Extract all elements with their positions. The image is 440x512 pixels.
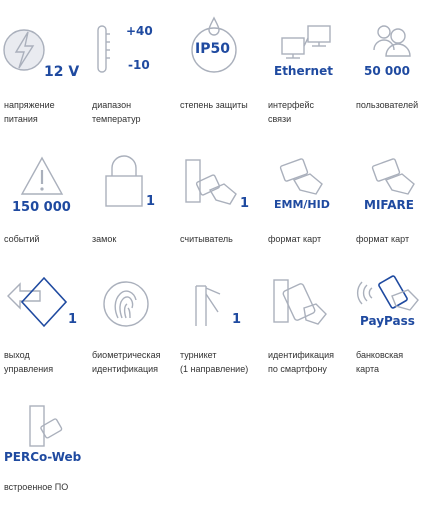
lock-caption: замок [92, 234, 117, 244]
web-caption: встроенное ПО [4, 482, 69, 492]
mifare-value: MIFARE [364, 198, 414, 212]
card-reader-icon [176, 154, 264, 226]
temp-max-value: +40 [126, 24, 153, 38]
power-value: 12 V [44, 64, 80, 80]
users-icon [352, 20, 440, 92]
padlock-icon [88, 154, 176, 226]
bank-caption: банковская карта [356, 350, 404, 374]
reader-caption: считыватель [180, 234, 233, 244]
temp-min-value: -10 [128, 58, 150, 72]
power-caption: напряжение питания [4, 100, 55, 124]
mifare-caption: формат карт [356, 234, 410, 244]
water-drop-icon [176, 20, 264, 92]
ip-caption: степень защиты [180, 100, 248, 110]
emm-value: EMM/HID [274, 198, 330, 211]
interface-caption: интерфейс связи [268, 100, 314, 124]
computers-icon [264, 20, 352, 92]
exit-value: 1 [68, 312, 78, 327]
exit-arrow-icon [0, 274, 88, 346]
turnstile-value: 1 [232, 312, 242, 327]
reader-value: 1 [240, 196, 250, 211]
contactless-card-icon [352, 274, 440, 346]
phone-caption: идентификация по смартфону [268, 350, 335, 374]
turnstile-icon [176, 274, 264, 346]
thermometer-icon [88, 20, 176, 92]
temperature-caption: диапазон температур [92, 100, 141, 124]
turnstile-caption: турникет (1 направление) [180, 350, 249, 374]
users-caption: пользователей [356, 100, 419, 110]
smartphone-icon [264, 274, 352, 346]
bio-caption: биометрическая идентификация [92, 350, 161, 374]
warning-icon [0, 154, 88, 226]
fingerprint-icon [88, 274, 176, 346]
events-caption: событий [4, 234, 40, 244]
card-reader-icon [0, 402, 88, 474]
interface-value: Ethernet [274, 64, 333, 78]
card-hand-icon [352, 154, 440, 226]
lock-value: 1 [146, 194, 156, 209]
web-value: PERCo-Web [4, 450, 82, 464]
events-value: 150 000 [12, 200, 71, 215]
lightning-icon [0, 20, 88, 92]
exit-caption: выход управления [4, 350, 54, 374]
card-hand-icon [264, 154, 352, 226]
emm-caption: формат карт [268, 234, 322, 244]
bank-value: PayPass [360, 314, 415, 328]
ip-value: IP50 [195, 41, 230, 57]
users-value: 50 000 [364, 64, 410, 78]
